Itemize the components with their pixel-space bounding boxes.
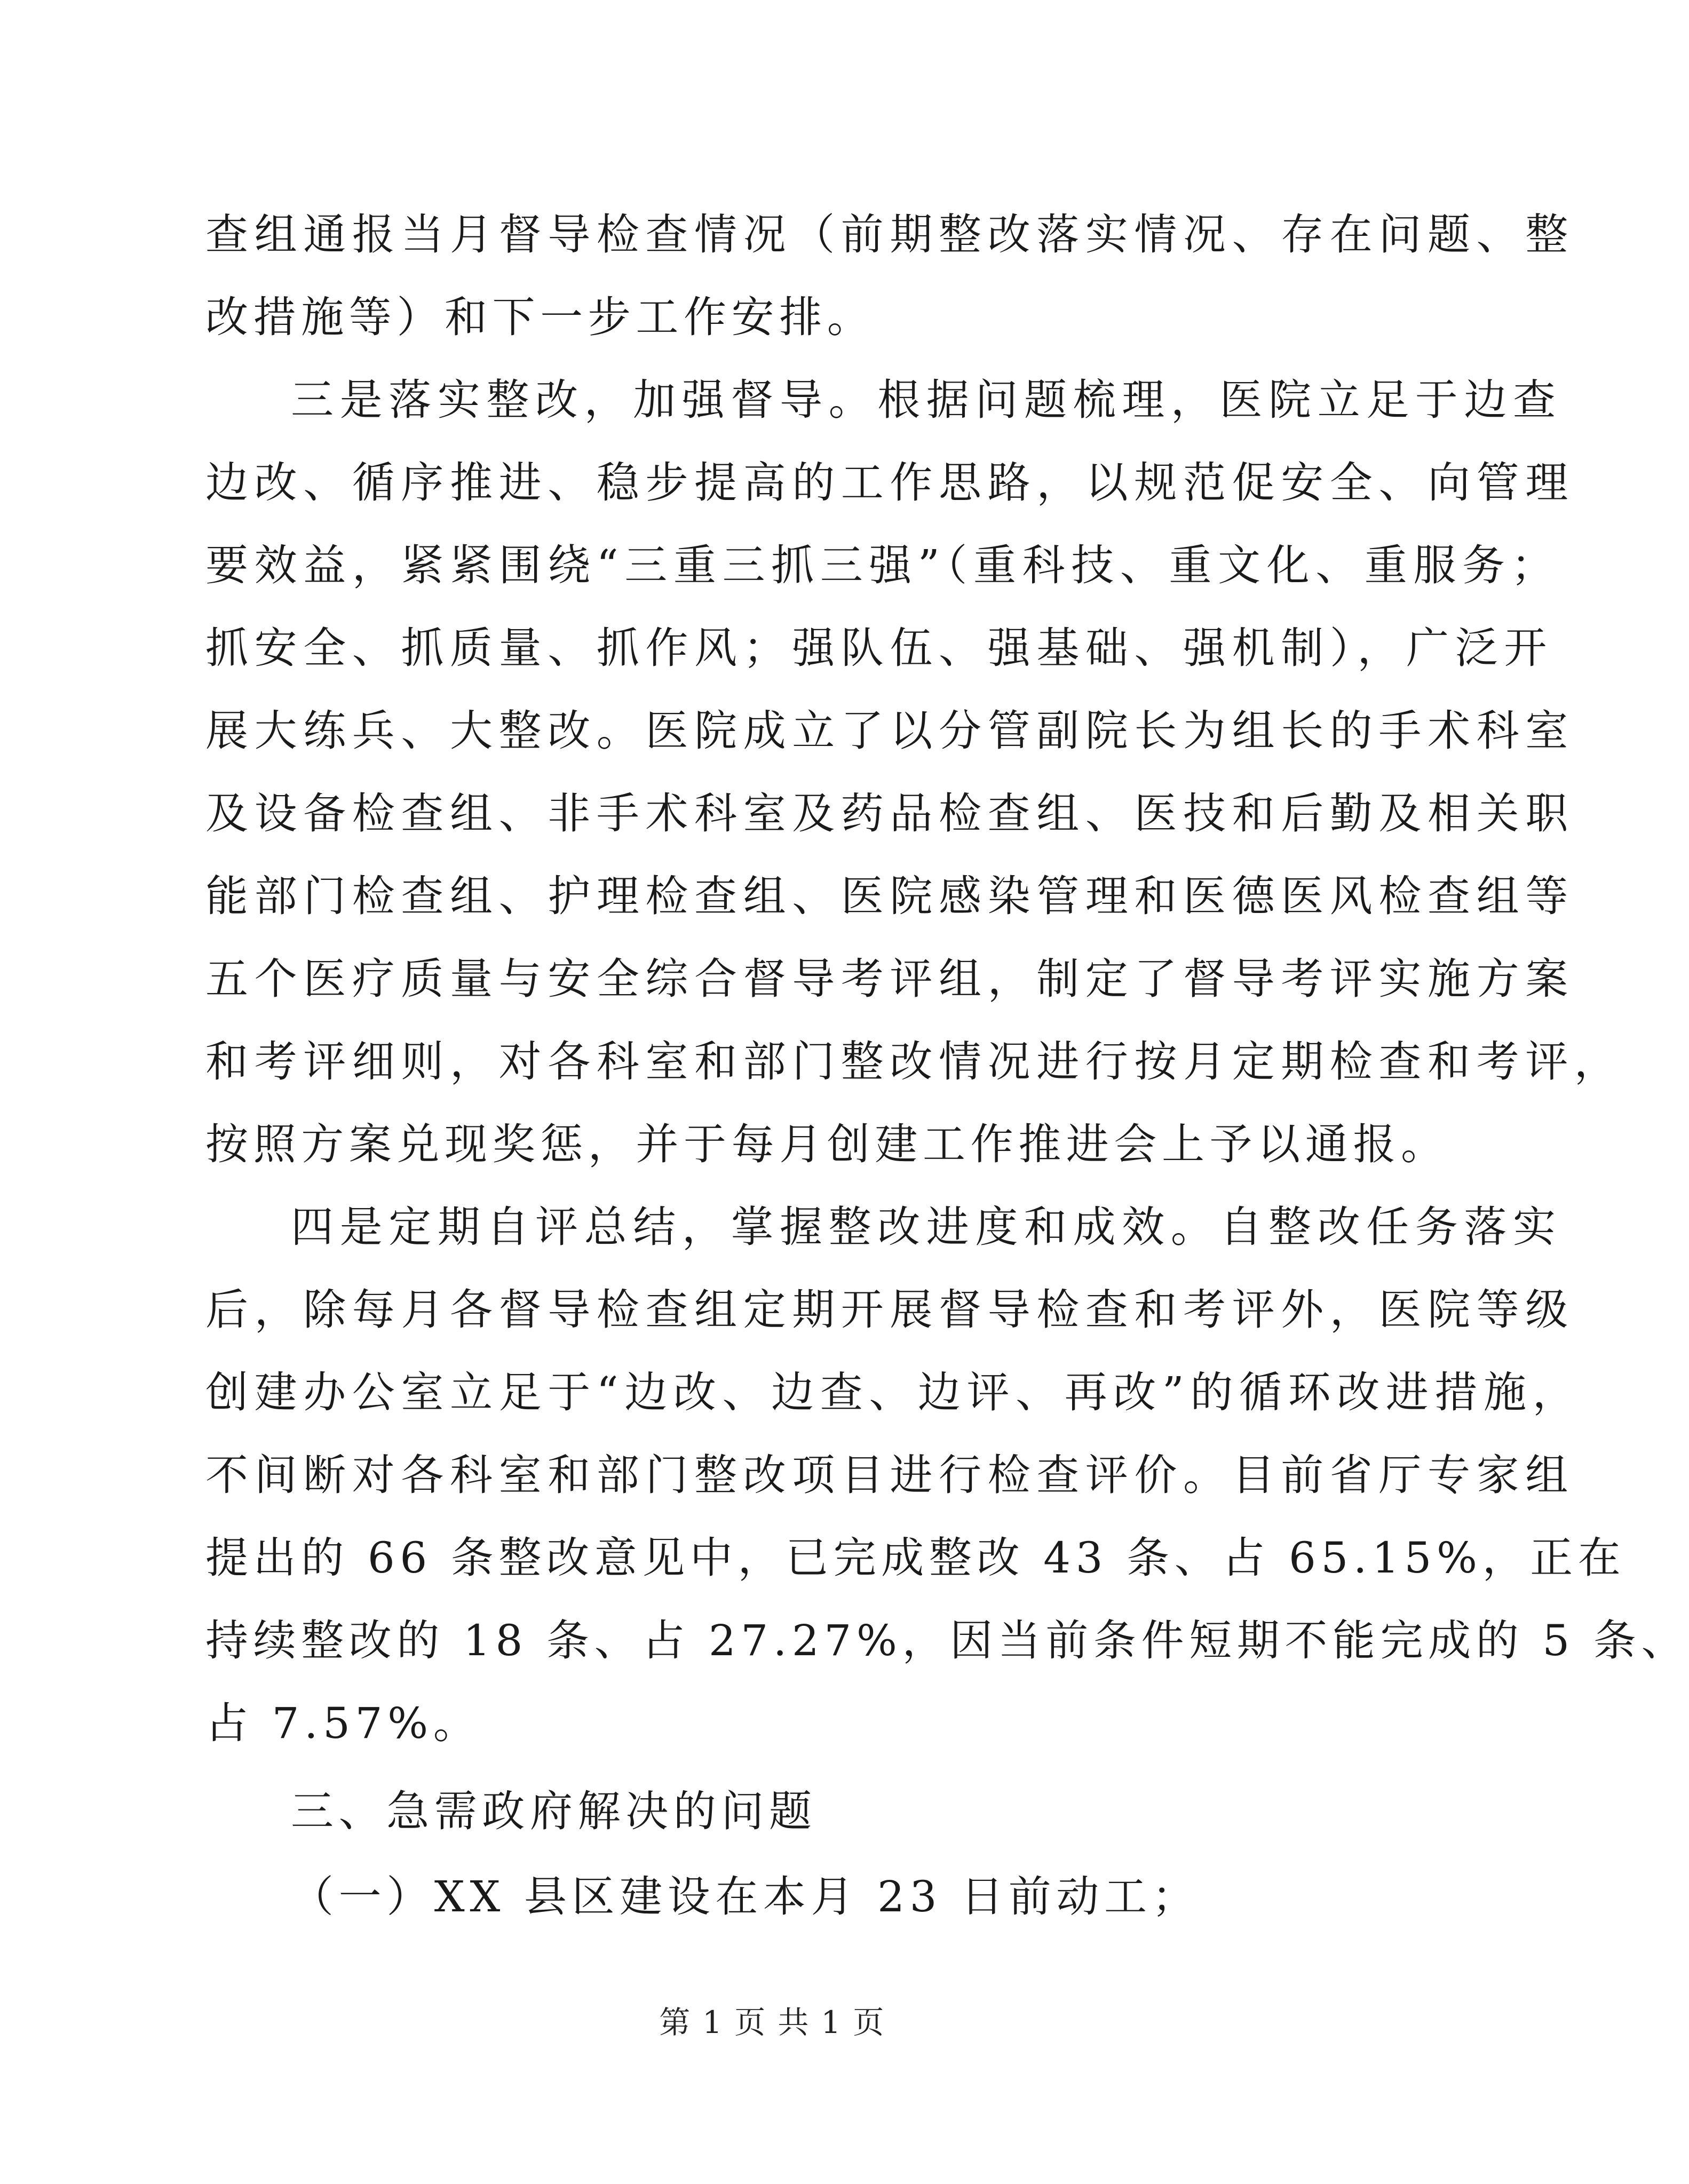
body-text-line: 展大练兵、大整改。医院成立了以分管副院长为组长的手术科室 [205,706,1574,756]
body-text-line: 边改、循序推进、稳步提高的工作思路，以规范促安全、向管理 [205,458,1574,507]
body-text-line: 抓安全、抓质量、抓作风；强队伍、强基础、强机制），广泛开 [205,623,1553,673]
body-text-line: 后，除每月各督导检查组定期开展督导检查和考评外，医院等级 [205,1285,1574,1335]
body-text-line: 及设备检查组、非手术科室及药品检查组、医技和后勤及相关职 [205,789,1574,838]
body-text-line: 占 7.57%。 [205,1698,481,1748]
body-text-line: 能部门检查组、护理检查组、医院感染管理和医德医风检查组等 [205,871,1574,921]
body-text-line: 按照方案兑现奖惩，并于每月创建工作推进会上予以通报。 [205,1119,1449,1169]
body-text-line: 改措施等）和下一步工作安排。 [205,292,875,342]
body-text-line: 创建办公室立足于“边改、边查、边评、再改”的循环改进措施， [205,1368,1582,1417]
body-text-line: 提出的 66 条整改意见中，已完成整改 43 条、占 65.15%，正在 [205,1533,1626,1583]
body-text-line: 持续整改的 18 条、占 27.27%，因当前条件短期不能完成的 5 条、 [205,1616,1689,1665]
body-text-line: 查组通报当月督导检查情况（前期整改落实情况、存在问题、整 [205,210,1574,259]
body-text-line: 不间断对各科室和部门整改项目进行检查评价。目前省厅专家组 [205,1450,1574,1500]
body-text-line: 要效益，紧紧围绕“三重三抓三强”（重科技、重文化、重服务； [205,541,1560,590]
list-item: （一）XX 县区建设在本月 23 日前动工； [291,1872,1200,1921]
body-text-line: 四是定期自评总结，掌握整改进度和成效。自整改任务落实 [291,1202,1562,1252]
page-footer: 第 1 页 共 1 页 [659,2004,885,2040]
body-text-line: 和考评细则，对各科室和部门整改情况进行按月定期检查和考评， [205,1037,1623,1086]
body-text-line: 三是落实整改，加强督导。根据问题梳理，医院立足于边查 [291,375,1562,425]
body-text-line: 五个医疗质量与安全综合督导考评组，制定了督导考评实施方案 [205,954,1574,1004]
section-heading: 三、急需政府解决的问题 [291,1786,817,1836]
